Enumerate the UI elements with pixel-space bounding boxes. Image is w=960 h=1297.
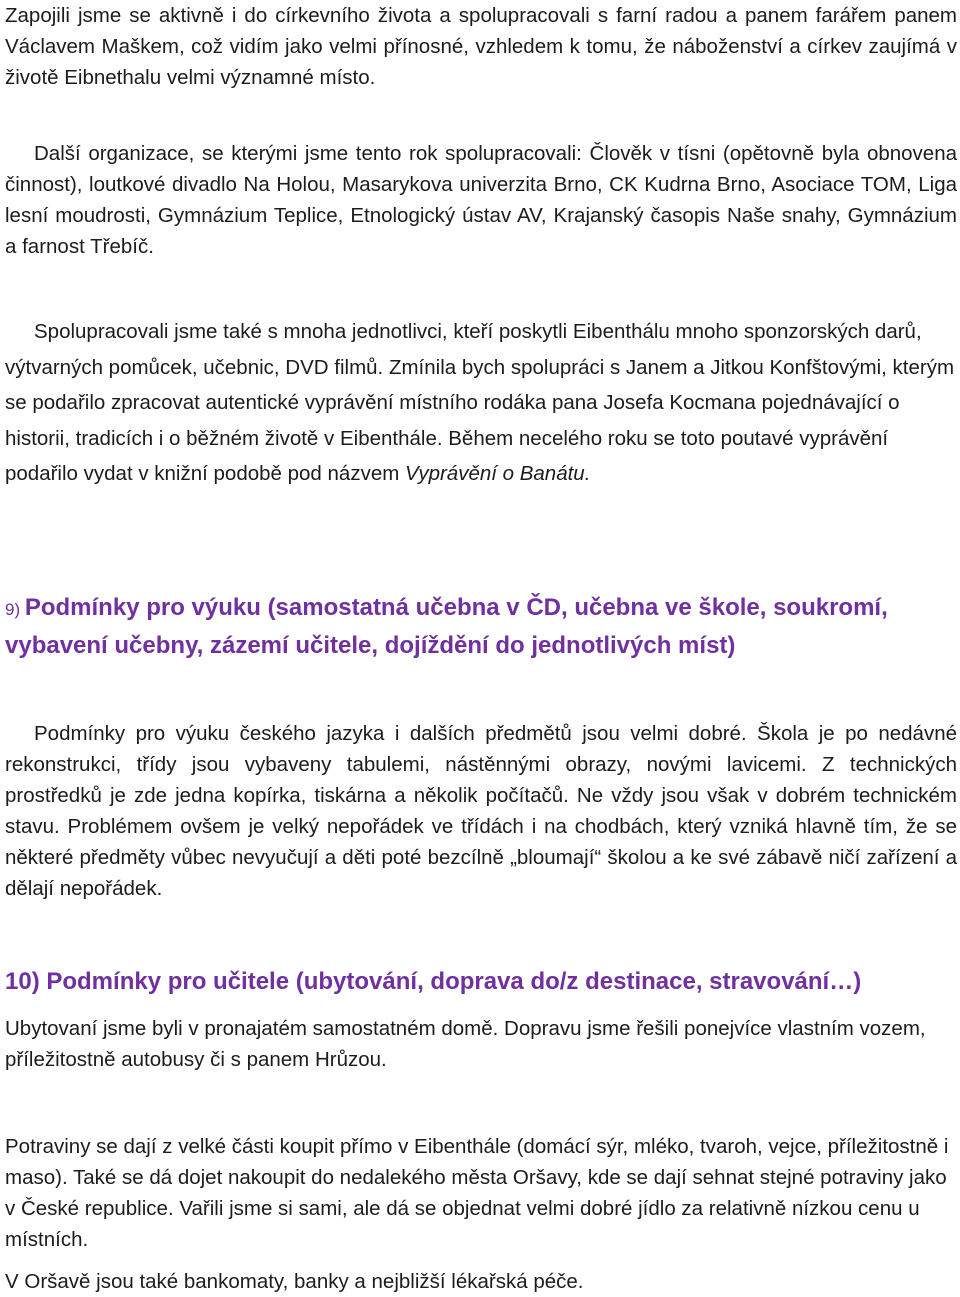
paragraph-banks: V Oršavě jsou také bankomaty, banky a nejbližší lékařská péče. <box>5 1270 584 1293</box>
section-heading-9-text: Podmínky pro výuku (samostatná učebna v ČD, učebna ve škole, soukromí, vybavení učebny, zázemí učitele, dojíždění do jednotlivých míst) <box>5 594 888 659</box>
section-heading-10: 10) Podmínky pro učitele (ubytování, doprava do/z destinace, stravování…) <box>5 968 862 995</box>
paragraph-church-cooperation: Zapojili jsme se aktivně i do církevního života a spolupracovali s farní radou a panem farářem panem Václavem Maškem, což vidím jako velmi přínosné, vzhledem k tomu, že náboženství a církev zaujímá v životě Eibnethalu velmi významné místo. <box>5 4 957 89</box>
book-title: Vyprávění o Banátu. <box>405 462 591 485</box>
paragraph-food: Potraviny se dají z velké části koupit přímo v Eibenthále (domácí sýr, mléko, tvaroh, vejce, příležitostně i maso). Také se dá dojet nakoupit do nedalekého města Oršavy, kde se dají sehnat stejné potraviny jako v České republice. Vařili jsme si sami, ale dá se objednat velmi dobré jídlo za relativně nízkou cenu u místních. <box>5 1135 949 1251</box>
paragraph-individuals <box>5 314 957 492</box>
section-number-9: 9) <box>5 600 25 619</box>
paragraph-organizations: Další organizace, se kterými jsme tento rok spolupracovali: Člověk v tísni (opětovně byla obnovena činnost), loutkové divadlo Na Holou, Masarykova univerzita Brno, CK Kudrna Brno, Asociace TOM, Liga lesní moudrosti, Gymnázium Teplice, Etnologický ústav AV, Krajanský časopis Naše snahy, Gymnázium a farnost Třebíč. <box>5 142 957 258</box>
section-heading-9 <box>5 590 957 664</box>
paragraph-accommodation: Ubytovaní jsme byli v pronajatém samostatném domě. Dopravu jsme řešili ponejvíce vlastním vozem, příležitostně autobusy či s panem Hrůzou. <box>5 1017 926 1071</box>
paragraph-teaching-conditions: Podmínky pro výuku českého jazyka i dalších předmětů jsou velmi dobré. Škola je po nedávné rekonstrukci, třídy jsou vybaveny tabulemi, nástěnnými obrazy, novými lavicemi. Z technických prostředků je zde jedna kopírka, tiskárna a několik počítačů. Ne vždy jsou však v dobrém technickém stavu. Problémem ovšem je velký nepořádek ve třídách i na chodbách, který vzniká hlavně tím, že se některé předměty vůbec nevyučují a děti poté bezcílně „bloumají“ školou a ke své zábavě ničí zařízení a dělají nepořádek. <box>5 722 957 900</box>
paragraph-individuals-text: Spolupracovali jsme také s mnoha jednotlivci, kteří poskytli Eibenthálu mnoho sponzorských darů, výtvarných pomůcek, učebnic, DVD filmů. Zmínila bych spolupráci s Janem a Jitkou Konfštovými, kterým se podařilo zpracovat autentické vyprávění místního rodáka pana Josefa Kocmana pojednávající o historii, tradicích i o běžném životě v Eibenthále. Během necelého roku se toto poutavé vyprávění podařilo vydat v knižní podobě pod názvem <box>5 320 955 485</box>
